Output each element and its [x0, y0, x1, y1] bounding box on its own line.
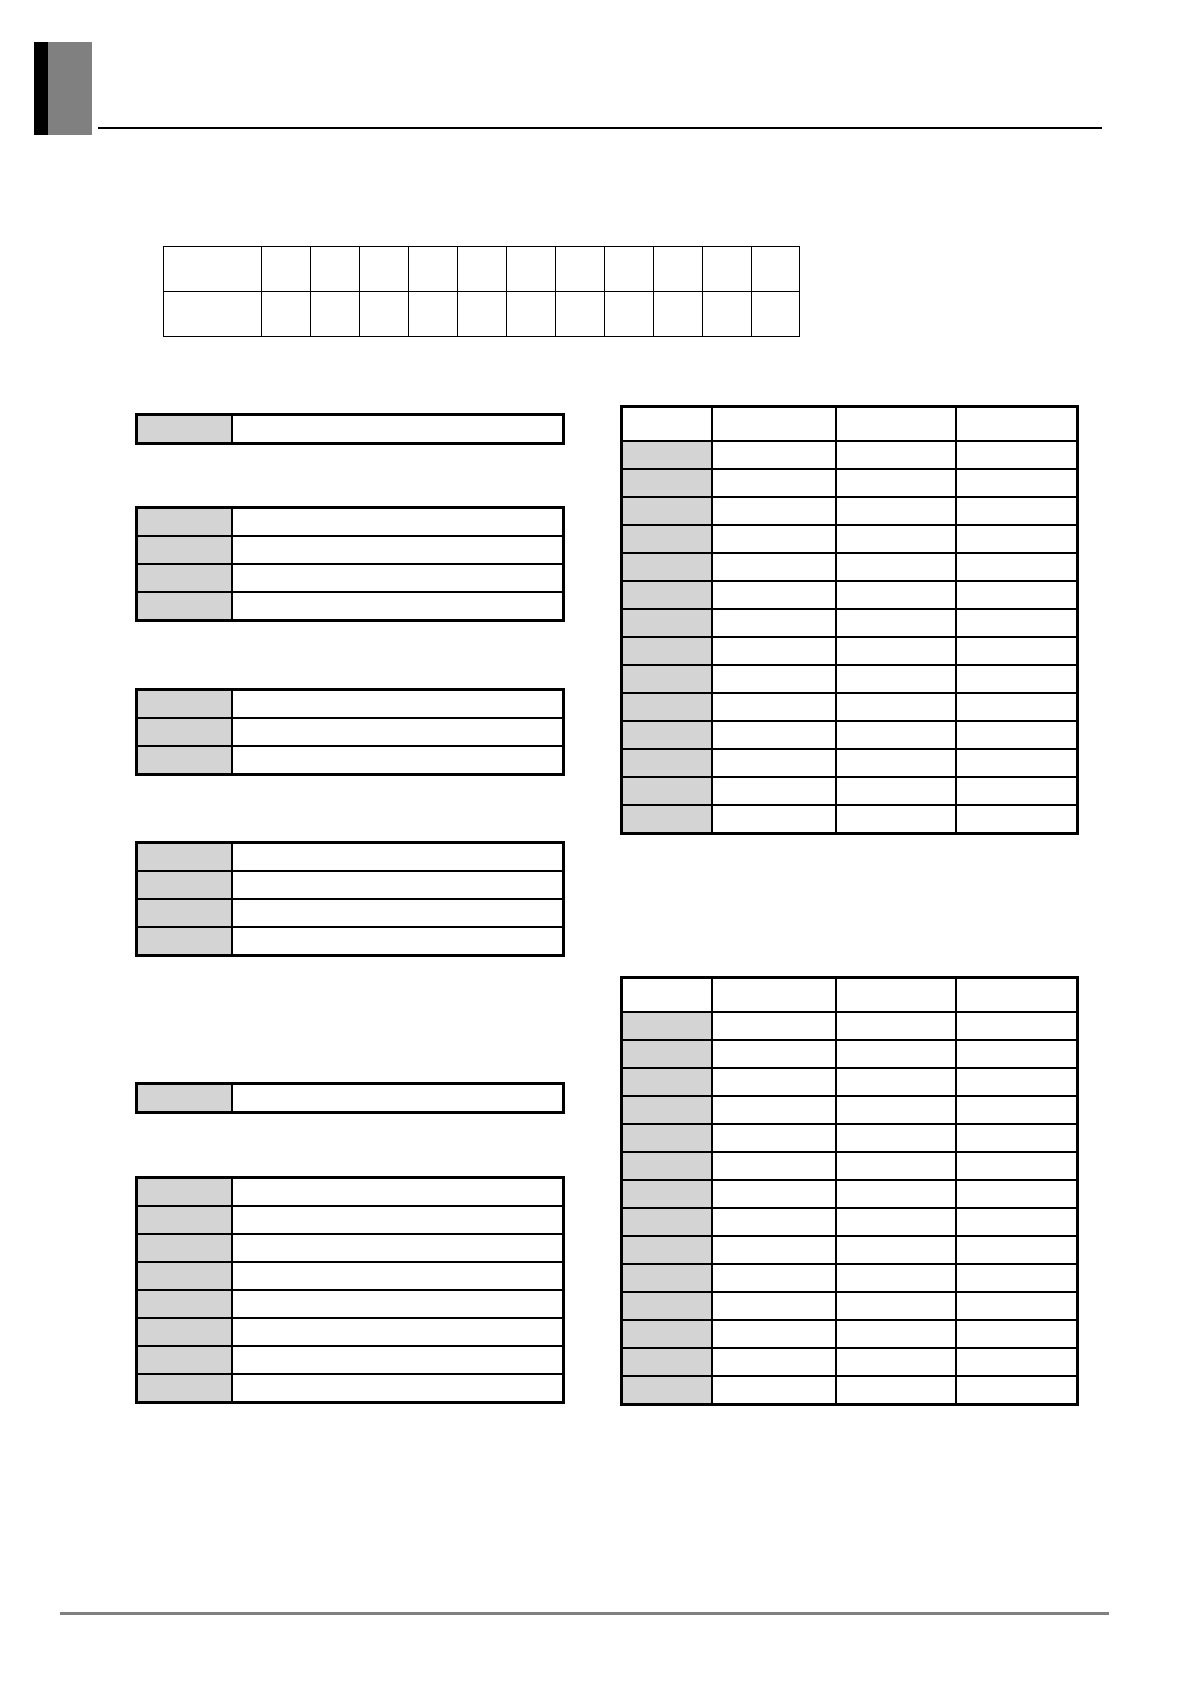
- table-cell: [164, 292, 262, 337]
- table-cell: [956, 469, 1078, 497]
- row-label-cell: [137, 592, 233, 621]
- table-cell: [956, 777, 1078, 805]
- table-cell: [956, 581, 1078, 609]
- value-cell: [232, 1206, 564, 1234]
- row-label-cell: [137, 1234, 233, 1262]
- left-table-1: [135, 413, 565, 445]
- table-cell: [507, 292, 556, 337]
- table-cell: [360, 247, 409, 292]
- row-label-cell: [137, 536, 233, 564]
- table-cell: [712, 469, 836, 497]
- table-cell: [836, 1124, 956, 1152]
- table-cell: [164, 247, 262, 292]
- table-cell: [712, 1012, 836, 1040]
- table-cell: [836, 1348, 956, 1376]
- table-cell: [836, 1068, 956, 1096]
- value-cell: [232, 871, 564, 899]
- row-label-cell: [137, 718, 233, 746]
- table-cell: [360, 292, 409, 337]
- left-table-2: [135, 506, 565, 622]
- table-cell: [712, 553, 836, 581]
- row-label-cell: [622, 1236, 712, 1264]
- row-label-cell: [622, 1124, 712, 1152]
- row-label-cell: [622, 1068, 712, 1096]
- row-label-cell: [137, 1318, 233, 1346]
- table-cell: [654, 292, 703, 337]
- value-cell: [232, 536, 564, 564]
- table-cell: [836, 777, 956, 805]
- table-row: [137, 1206, 564, 1234]
- table-cell: [458, 292, 507, 337]
- table-cell: [712, 1040, 836, 1068]
- row-label-cell: [622, 637, 712, 665]
- table-row: [137, 899, 564, 927]
- table-row: [622, 1264, 1078, 1292]
- table-row: [622, 1292, 1078, 1320]
- table-row: [137, 536, 564, 564]
- table-row: [164, 292, 800, 337]
- value-cell: [232, 899, 564, 927]
- table-row: [137, 592, 564, 621]
- table-cell: [836, 1264, 956, 1292]
- table-row: [622, 749, 1078, 777]
- table-cell: [712, 1152, 836, 1180]
- table-cell: [956, 749, 1078, 777]
- row-label-cell: [137, 415, 233, 444]
- table-cell: [712, 581, 836, 609]
- table-cell: [712, 1320, 836, 1348]
- table-row: [137, 746, 564, 775]
- table-cell: [836, 1180, 956, 1208]
- value-cell: [232, 1084, 564, 1113]
- row-label-cell: [622, 1040, 712, 1068]
- value-cell: [232, 690, 564, 719]
- column-header: [712, 978, 836, 1013]
- table-cell: [836, 1376, 956, 1405]
- table-cell: [262, 247, 311, 292]
- table-cell: [956, 1264, 1078, 1292]
- table-row: [137, 871, 564, 899]
- table-row: [622, 525, 1078, 553]
- table-row: [137, 1084, 564, 1113]
- table-cell: [956, 1348, 1078, 1376]
- value-cell: [232, 1262, 564, 1290]
- table-cell: [836, 693, 956, 721]
- table-row: [622, 637, 1078, 665]
- value-cell: [232, 1234, 564, 1262]
- table-cell: [836, 1012, 956, 1040]
- row-label-cell: [622, 441, 712, 469]
- table-cell: [712, 1180, 836, 1208]
- table-cell: [956, 1292, 1078, 1320]
- header-rule: [98, 127, 1102, 129]
- table-row: [622, 1068, 1078, 1096]
- table-row: [137, 1262, 564, 1290]
- table-cell: [956, 1208, 1078, 1236]
- table-cell: [956, 553, 1078, 581]
- value-cell: [232, 1346, 564, 1374]
- table-cell: [712, 1264, 836, 1292]
- table-cell: [836, 441, 956, 469]
- table-row: [137, 1234, 564, 1262]
- table-row: [137, 718, 564, 746]
- table-row: [137, 415, 564, 444]
- row-label-cell: [622, 805, 712, 834]
- left-table-3: [135, 688, 565, 776]
- table-row: [137, 1374, 564, 1403]
- table-cell: [605, 292, 654, 337]
- row-label-cell: [137, 690, 233, 719]
- row-label-cell: [622, 1152, 712, 1180]
- table-row: [622, 1012, 1078, 1040]
- table-cell: [712, 637, 836, 665]
- row-label-cell: [622, 777, 712, 805]
- row-label-cell: [622, 609, 712, 637]
- table-cell: [703, 292, 752, 337]
- row-label-cell: [622, 1096, 712, 1124]
- row-label-cell: [137, 843, 233, 872]
- table-row: [137, 1178, 564, 1207]
- table-row: [622, 609, 1078, 637]
- table-cell: [712, 441, 836, 469]
- row-label-cell: [622, 553, 712, 581]
- row-label-cell: [137, 871, 233, 899]
- column-header: [622, 978, 712, 1013]
- table-row: [622, 1320, 1078, 1348]
- table-row: [622, 581, 1078, 609]
- table-cell: [836, 581, 956, 609]
- table-row: [622, 1124, 1078, 1152]
- table-cell: [712, 609, 836, 637]
- table-cell: [752, 292, 800, 337]
- row-label-cell: [137, 1178, 233, 1207]
- table-row: [137, 690, 564, 719]
- table-cell: [956, 525, 1078, 553]
- column-header: [956, 978, 1078, 1013]
- table-cell: [712, 1292, 836, 1320]
- column-header: [622, 407, 712, 442]
- table-cell: [712, 1376, 836, 1405]
- row-label-cell: [137, 564, 233, 592]
- table-cell: [836, 665, 956, 693]
- table-row: [622, 469, 1078, 497]
- table-cell: [956, 1236, 1078, 1264]
- table-cell: [409, 292, 458, 337]
- table-cell: [956, 1152, 1078, 1180]
- row-label-cell: [137, 746, 233, 775]
- table-cell: [956, 1124, 1078, 1152]
- table-row: [622, 805, 1078, 834]
- column-header: [836, 407, 956, 442]
- table-cell: [956, 1068, 1078, 1096]
- table-row: [137, 564, 564, 592]
- row-label-cell: [137, 508, 233, 537]
- table-cell: [409, 247, 458, 292]
- table-cell: [605, 247, 654, 292]
- table-cell: [836, 721, 956, 749]
- table-row: [137, 1290, 564, 1318]
- chapter-tab-gray: [48, 42, 92, 135]
- row-label-cell: [137, 1290, 233, 1318]
- row-label-cell: [622, 1348, 712, 1376]
- row-label-cell: [137, 899, 233, 927]
- left-table-6: [135, 1176, 565, 1404]
- table-cell: [836, 609, 956, 637]
- table-row: [622, 1236, 1078, 1264]
- row-label-cell: [137, 1206, 233, 1234]
- row-label-cell: [622, 693, 712, 721]
- table-row: [622, 1180, 1078, 1208]
- table-cell: [836, 469, 956, 497]
- table-cell: [311, 292, 360, 337]
- row-label-cell: [137, 1084, 233, 1113]
- value-cell: [232, 564, 564, 592]
- table-cell: [956, 609, 1078, 637]
- table-cell: [836, 1320, 956, 1348]
- value-cell: [232, 1318, 564, 1346]
- table-cell: [836, 1096, 956, 1124]
- table-row: [622, 665, 1078, 693]
- table-row: [622, 721, 1078, 749]
- value-cell: [232, 1290, 564, 1318]
- table-cell: [712, 1208, 836, 1236]
- table-cell: [956, 1376, 1078, 1405]
- table-cell: [836, 1152, 956, 1180]
- table-row: [622, 777, 1078, 805]
- table-cell: [956, 805, 1078, 834]
- table-row: [137, 843, 564, 872]
- table-row: [622, 1096, 1078, 1124]
- table-row: [622, 1376, 1078, 1405]
- table-row: [622, 553, 1078, 581]
- table-row: [622, 1152, 1078, 1180]
- table-row: [622, 693, 1078, 721]
- value-cell: [232, 415, 564, 444]
- table-cell: [836, 1292, 956, 1320]
- table-cell: [712, 805, 836, 834]
- table-row: [137, 1318, 564, 1346]
- footer-rule: [60, 1612, 1109, 1615]
- value-cell: [232, 592, 564, 621]
- value-cell: [232, 746, 564, 775]
- row-label-cell: [622, 469, 712, 497]
- row-label-cell: [622, 1180, 712, 1208]
- row-label-cell: [622, 1320, 712, 1348]
- row-label-cell: [622, 1376, 712, 1405]
- table-cell: [836, 805, 956, 834]
- table-cell: [712, 777, 836, 805]
- row-label-cell: [622, 721, 712, 749]
- table-cell: [458, 247, 507, 292]
- table-cell: [712, 1124, 836, 1152]
- table-cell: [712, 1236, 836, 1264]
- table-cell: [712, 749, 836, 777]
- table-cell: [712, 1096, 836, 1124]
- table-row: [137, 508, 564, 537]
- table-cell: [956, 1096, 1078, 1124]
- table-cell: [956, 721, 1078, 749]
- table-cell: [836, 525, 956, 553]
- table-cell: [311, 247, 360, 292]
- value-cell: [232, 1178, 564, 1207]
- table-header-row: [622, 407, 1078, 442]
- row-label-cell: [622, 1012, 712, 1040]
- row-label-cell: [622, 1208, 712, 1236]
- table-row: [622, 1348, 1078, 1376]
- table-cell: [956, 1320, 1078, 1348]
- row-label-cell: [622, 581, 712, 609]
- table-cell: [836, 553, 956, 581]
- table-cell: [836, 749, 956, 777]
- table-row: [622, 441, 1078, 469]
- table-cell: [712, 665, 836, 693]
- top-grid-body: [164, 247, 800, 337]
- column-header: [836, 978, 956, 1013]
- right-table-2: [620, 976, 1079, 1406]
- value-cell: [232, 927, 564, 956]
- table-row: [622, 1040, 1078, 1068]
- table-cell: [956, 1012, 1078, 1040]
- row-label-cell: [622, 497, 712, 525]
- table-cell: [262, 292, 311, 337]
- table-cell: [712, 693, 836, 721]
- table-row: [164, 247, 800, 292]
- table-cell: [956, 665, 1078, 693]
- table-cell: [712, 525, 836, 553]
- value-cell: [232, 508, 564, 537]
- table-cell: [956, 637, 1078, 665]
- table-cell: [712, 1348, 836, 1376]
- left-table-4: [135, 841, 565, 957]
- row-label-cell: [137, 1262, 233, 1290]
- column-header: [956, 407, 1078, 442]
- row-label-cell: [137, 927, 233, 956]
- table-cell: [507, 247, 556, 292]
- table-cell: [836, 1040, 956, 1068]
- row-label-cell: [137, 1374, 233, 1403]
- table-cell: [956, 1040, 1078, 1068]
- table-cell: [956, 1180, 1078, 1208]
- table-cell: [703, 247, 752, 292]
- value-cell: [232, 1374, 564, 1403]
- table-cell: [712, 497, 836, 525]
- table-row: [137, 927, 564, 956]
- table-header-row: [622, 978, 1078, 1013]
- table-row: [137, 1346, 564, 1374]
- row-label-cell: [137, 1346, 233, 1374]
- table-cell: [752, 247, 800, 292]
- table-cell: [956, 441, 1078, 469]
- table-cell: [836, 1236, 956, 1264]
- value-cell: [232, 843, 564, 872]
- top-grid-table: [163, 246, 800, 337]
- table-cell: [956, 497, 1078, 525]
- chapter-tab-black: [34, 42, 48, 135]
- table-row: [622, 497, 1078, 525]
- table-cell: [556, 247, 605, 292]
- table-cell: [836, 497, 956, 525]
- table-cell: [712, 721, 836, 749]
- row-label-cell: [622, 525, 712, 553]
- column-header: [712, 407, 836, 442]
- left-table-5: [135, 1082, 565, 1114]
- row-label-cell: [622, 1292, 712, 1320]
- table-cell: [836, 637, 956, 665]
- table-cell: [836, 1208, 956, 1236]
- table-row: [622, 1208, 1078, 1236]
- table-cell: [654, 247, 703, 292]
- value-cell: [232, 718, 564, 746]
- row-label-cell: [622, 749, 712, 777]
- right-table-1: [620, 405, 1079, 835]
- table-cell: [712, 1068, 836, 1096]
- table-cell: [556, 292, 605, 337]
- row-label-cell: [622, 1264, 712, 1292]
- table-cell: [956, 693, 1078, 721]
- row-label-cell: [622, 665, 712, 693]
